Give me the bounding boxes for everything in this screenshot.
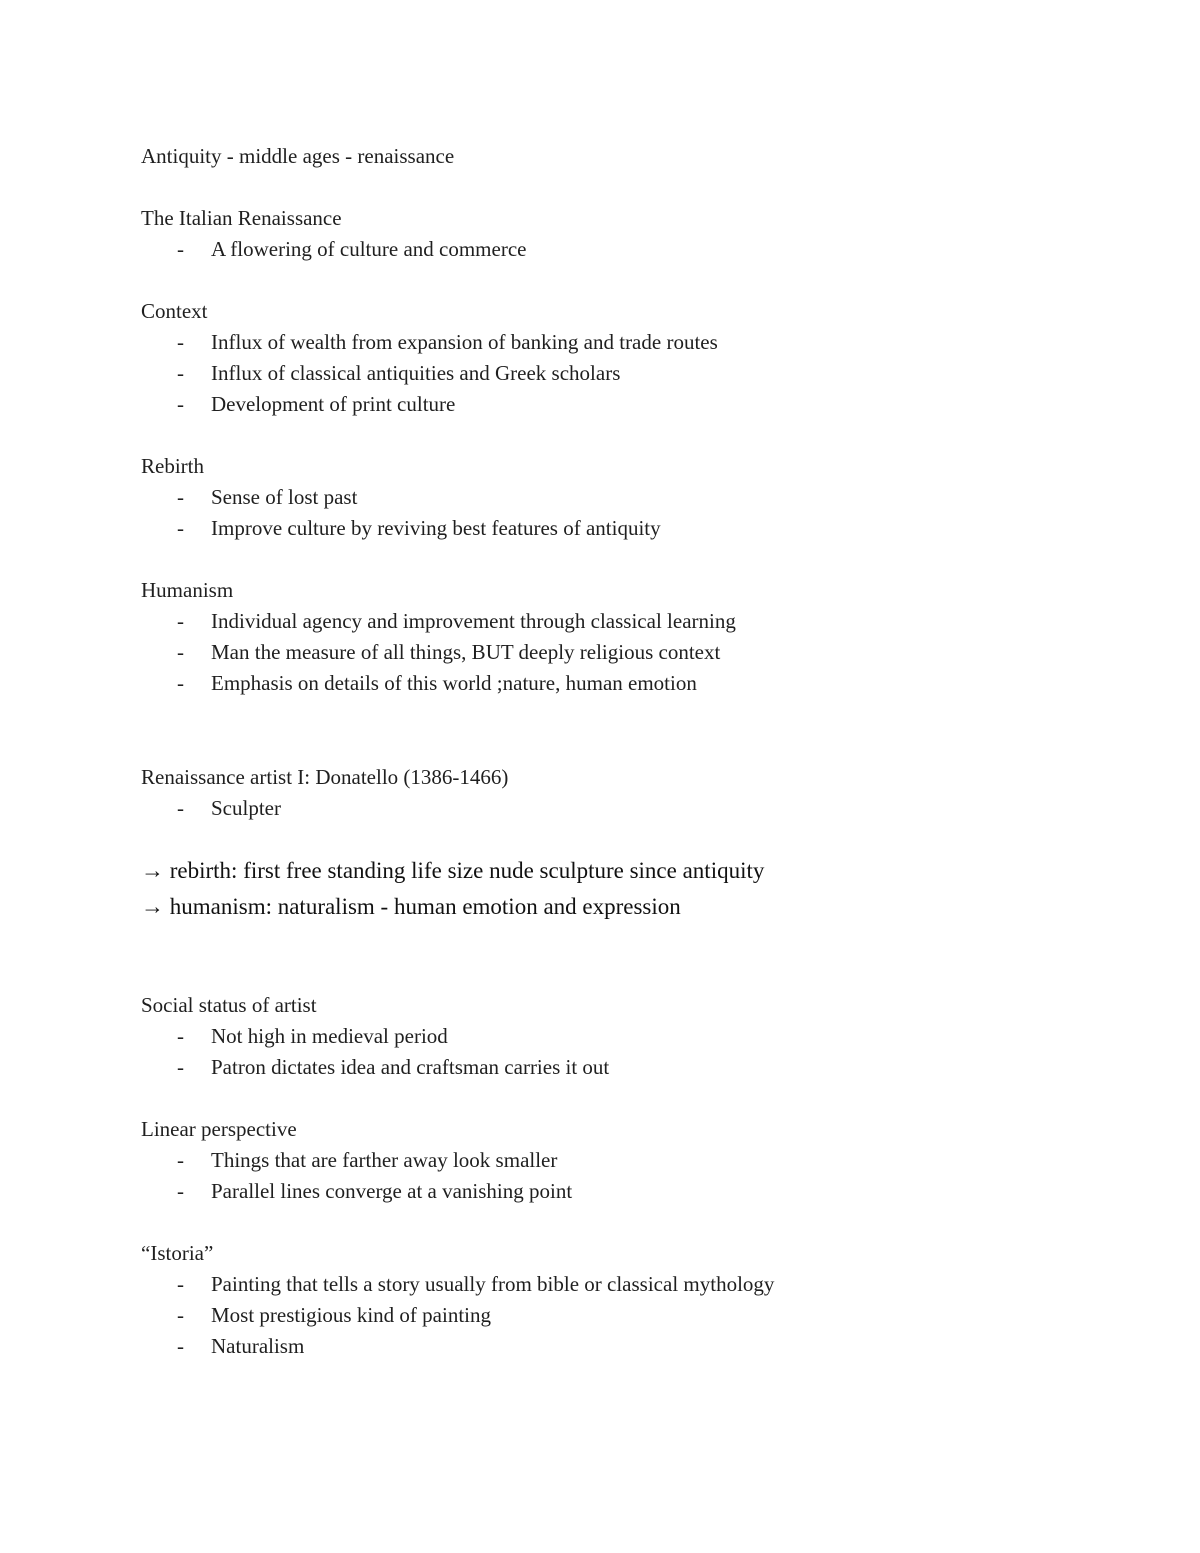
- dash-marker: -: [177, 1303, 184, 1327]
- list-item: [177, 1302, 491, 1328]
- dash-marker: -: [177, 1024, 184, 1048]
- list-item: [177, 515, 661, 541]
- list-item: [177, 639, 720, 665]
- list-item-text: Man the measure of all things, BUT deeply religious context: [211, 640, 721, 664]
- list-item: [177, 1271, 774, 1297]
- list-item: [177, 1333, 304, 1359]
- list-item: [177, 329, 718, 355]
- section-heading-humanism: Humanism: [141, 578, 234, 602]
- dash-marker: -: [177, 1148, 184, 1172]
- list-item: [177, 1054, 609, 1080]
- dash-marker: -: [177, 392, 184, 416]
- list-item-text: Not high in medieval period: [211, 1024, 448, 1048]
- list-item: [177, 236, 526, 262]
- list-item-text: Influx of wealth from expansion of banking and trade routes: [211, 330, 718, 354]
- list-item-text: Sense of lost past: [211, 485, 358, 509]
- dash-marker: -: [177, 237, 184, 261]
- list-item-text: Patron dictates idea and craftsman carries it out: [211, 1055, 610, 1079]
- intro-line: Antiquity - middle ages - renaissance: [141, 144, 455, 168]
- section-heading-social-status: Social status of artist: [141, 993, 317, 1017]
- list-item: [177, 360, 620, 386]
- dash-marker: -: [177, 671, 184, 695]
- list-item: [177, 795, 281, 821]
- section-heading-context: Context: [141, 299, 208, 323]
- arrow-note-humanism: → humanism: naturalism - human emotion and expression: [141, 894, 681, 919]
- list-item-text: Emphasis on details of this world ;nature, human emotion: [211, 671, 697, 695]
- list-item: [177, 391, 455, 417]
- list-item-text: Painting that tells a story usually from bible or classical mythology: [211, 1272, 775, 1296]
- list-item: [177, 608, 736, 634]
- section-heading-istoria: “Istoria”: [141, 1241, 214, 1265]
- list-item-text: Improve culture by reviving best features of antiquity: [211, 516, 661, 540]
- list-item: [177, 484, 357, 510]
- section-heading-rebirth: Rebirth: [141, 454, 204, 478]
- list-item-text: Naturalism: [211, 1334, 305, 1358]
- list-item-text: Sculpter: [211, 796, 281, 820]
- list-item-text: Development of print culture: [211, 392, 456, 416]
- list-item: [177, 1023, 448, 1049]
- dash-marker: -: [177, 609, 184, 633]
- list-item-text: Parallel lines converge at a vanishing point: [211, 1179, 573, 1203]
- list-item: [177, 1178, 572, 1204]
- dash-marker: -: [177, 796, 184, 820]
- dash-marker: -: [177, 330, 184, 354]
- dash-marker: -: [177, 640, 184, 664]
- list-item-text: Things that are farther away look smaller: [211, 1148, 558, 1172]
- arrow-note-rebirth: → rebirth: first free standing life size nude sculpture since antiquity: [141, 858, 765, 883]
- dash-marker: -: [177, 516, 184, 540]
- section-heading-italian-renaissance: The Italian Renaissance: [141, 206, 342, 230]
- dash-marker: -: [177, 1334, 184, 1358]
- list-item: [177, 1147, 557, 1173]
- dash-marker: -: [177, 1179, 184, 1203]
- list-item: [177, 670, 697, 696]
- list-item-text: A flowering of culture and commerce: [211, 237, 527, 261]
- dash-marker: -: [177, 1272, 184, 1296]
- section-heading-donatello: Renaissance artist I: Donatello (1386-1466): [141, 765, 509, 789]
- list-item-text: Influx of classical antiquities and Greek scholars: [211, 361, 621, 385]
- list-item-text: Individual agency and improvement through classical learning: [211, 609, 736, 633]
- dash-marker: -: [177, 361, 184, 385]
- dash-marker: -: [177, 1055, 184, 1079]
- dash-marker: -: [177, 485, 184, 509]
- list-item-text: Most prestigious kind of painting: [211, 1303, 491, 1327]
- section-heading-linear-perspective: Linear perspective: [141, 1117, 297, 1141]
